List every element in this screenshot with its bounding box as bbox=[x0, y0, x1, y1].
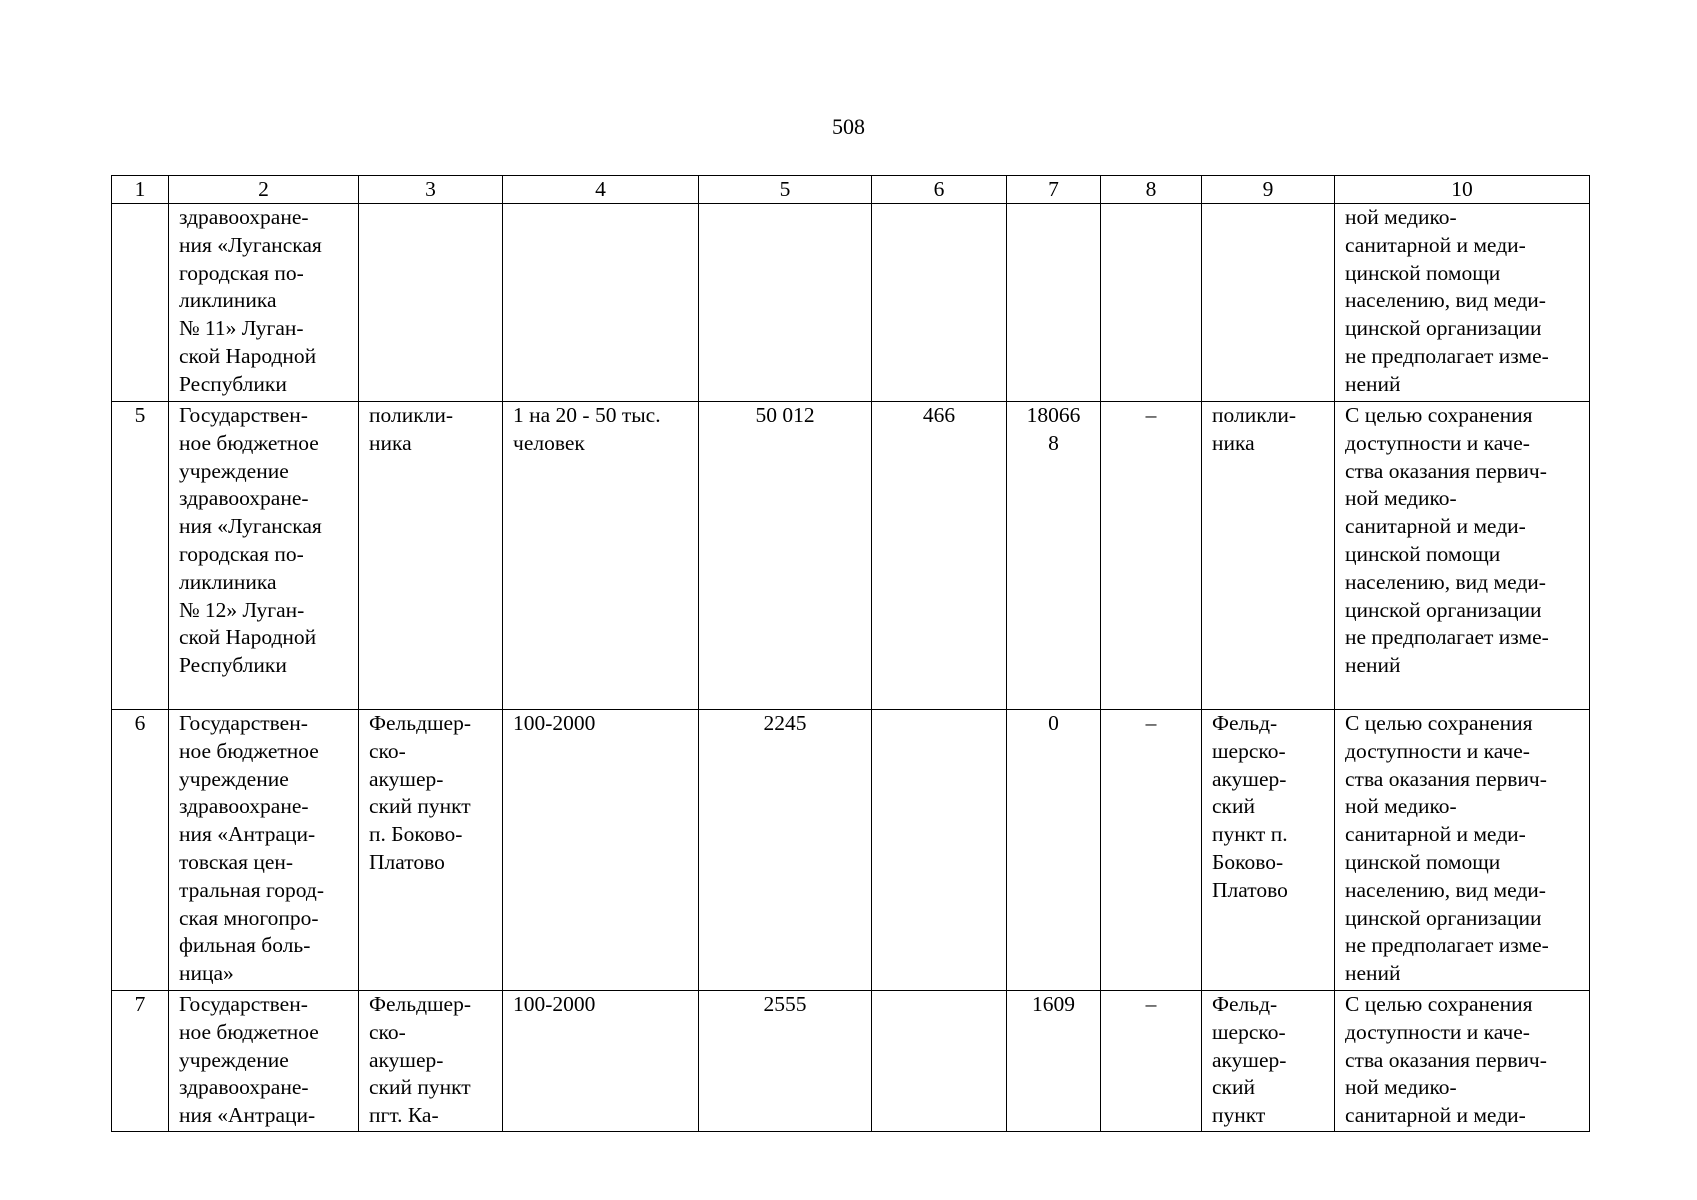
facility-type-cell: поликли- ника bbox=[359, 402, 503, 710]
norm-cell bbox=[503, 204, 699, 402]
column-8-cell: – bbox=[1101, 710, 1202, 991]
column-6-cell bbox=[872, 991, 1007, 1132]
table-row bbox=[112, 710, 1590, 991]
new-type-cell: Фельд- шерско- акушер- ский пункт п. Боково- Платово bbox=[1202, 710, 1335, 991]
column-number-cell: 2 bbox=[169, 176, 359, 204]
column-number-cell: 3 bbox=[359, 176, 503, 204]
table-row bbox=[112, 204, 1590, 402]
population-cell: 2245 bbox=[699, 710, 872, 991]
norm-cell: 1 на 20 - 50 тыс. человек bbox=[503, 402, 699, 710]
note-cell: С целью сохранения доступности и каче- ства оказания первич- ной медико- санитарной и меди- цинской помощи населению, вид меди- цинской организации не предполагает изме- нений bbox=[1335, 710, 1590, 991]
note-cell: С целью сохранения доступности и каче- ства оказания первич- ной медико- санитарной и меди- bbox=[1335, 991, 1590, 1132]
row-number-cell: 7 bbox=[112, 991, 169, 1132]
facility-name-cell: Государствен- ное бюджетное учреждение здравоохране- ния «Антраци- товская цен- тральная город- ская многопро- фильная боль- ница» bbox=[169, 710, 359, 991]
population-cell: 50 012 bbox=[699, 402, 872, 710]
new-type-cell bbox=[1202, 204, 1335, 402]
column-6-cell bbox=[872, 204, 1007, 402]
note-cell: С целью сохранения доступности и каче- ства оказания первич- ной медико- санитарной и меди- цинской помощи населению, вид меди- цинской организации не предполагает изме- нений bbox=[1335, 402, 1590, 710]
table-row bbox=[112, 991, 1590, 1132]
column-7-cell: 18066 8 bbox=[1007, 402, 1101, 710]
population-cell: 2555 bbox=[699, 991, 872, 1132]
column-number-cell: 5 bbox=[699, 176, 872, 204]
norm-cell: 100-2000 bbox=[503, 991, 699, 1132]
column-6-cell bbox=[872, 710, 1007, 991]
row-number-cell: 6 bbox=[112, 710, 169, 991]
column-7-cell: 0 bbox=[1007, 710, 1101, 991]
new-type-cell: Фельд- шерско- акушер- ский пункт bbox=[1202, 991, 1335, 1132]
table-row bbox=[112, 402, 1590, 710]
new-type-cell: поликли- ника bbox=[1202, 402, 1335, 710]
column-7-cell: 1609 bbox=[1007, 991, 1101, 1132]
facility-type-cell: Фельдшер- ско- акушер- ский пункт п. Боково- Платово bbox=[359, 710, 503, 991]
facility-name-cell: здравоохране- ния «Луганская городская по- ликлиника № 11» Луган- ской Народной Республики bbox=[169, 204, 359, 402]
facility-type-cell: Фельдшер- ско- акушер- ский пункт пгт. Ка- bbox=[359, 991, 503, 1132]
column-number-cell: 1 bbox=[112, 176, 169, 204]
column-7-cell bbox=[1007, 204, 1101, 402]
column-number-row bbox=[112, 176, 1590, 204]
facility-name-cell: Государствен- ное бюджетное учреждение здравоохране- ния «Луганская городская по- ликлиника № 12» Луган- ской Народной Республики bbox=[169, 402, 359, 710]
facility-name-cell: Государствен- ное бюджетное учреждение здравоохране- ния «Антраци- bbox=[169, 991, 359, 1132]
norm-cell: 100-2000 bbox=[503, 710, 699, 991]
column-8-cell: – bbox=[1101, 402, 1202, 710]
column-6-cell: 466 bbox=[872, 402, 1007, 710]
page-number: 508 bbox=[832, 114, 865, 139]
column-number-cell: 4 bbox=[503, 176, 699, 204]
note-cell: ной медико- санитарной и меди- цинской помощи населению, вид меди- цинской организации не предполагает изме- нений bbox=[1335, 204, 1590, 402]
facility-type-cell bbox=[359, 204, 503, 402]
row-number-cell bbox=[112, 204, 169, 402]
facilities-table bbox=[111, 175, 1590, 1132]
row-number-cell: 5 bbox=[112, 402, 169, 710]
column-number-cell: 7 bbox=[1007, 176, 1101, 204]
column-number-cell: 6 bbox=[872, 176, 1007, 204]
column-number-cell: 10 bbox=[1335, 176, 1590, 204]
column-8-cell bbox=[1101, 204, 1202, 402]
column-8-cell: – bbox=[1101, 991, 1202, 1132]
population-cell bbox=[699, 204, 872, 402]
column-number-cell: 8 bbox=[1101, 176, 1202, 204]
column-number-cell: 9 bbox=[1202, 176, 1335, 204]
